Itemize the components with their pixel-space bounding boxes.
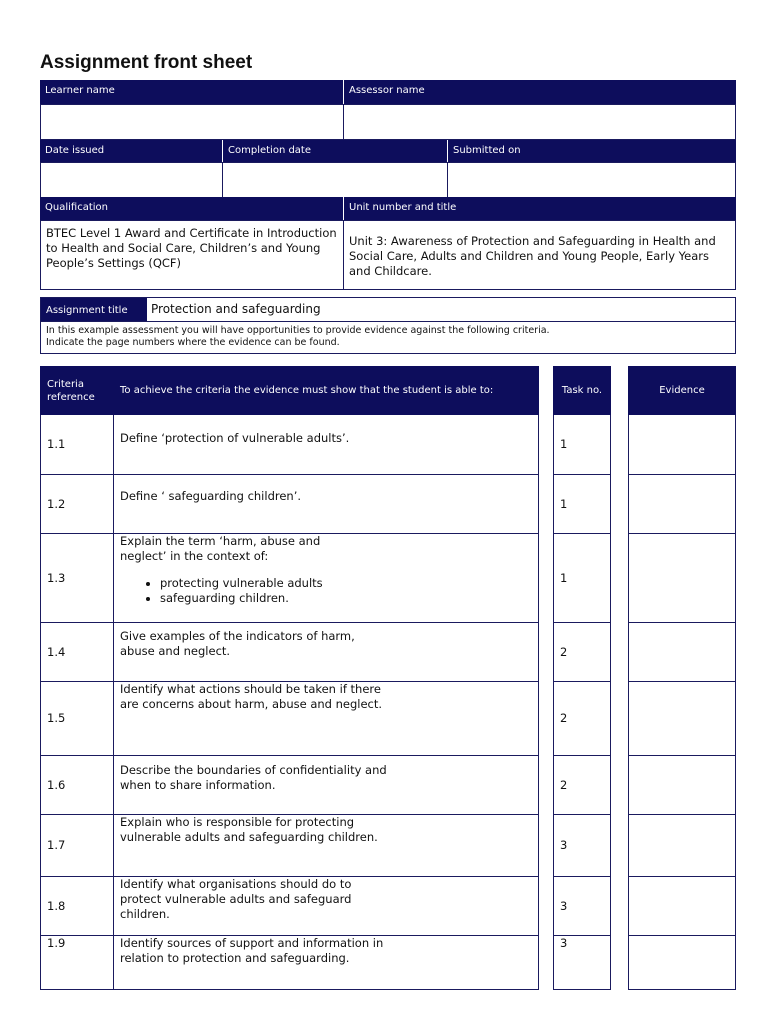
unit-header: Unit number and title bbox=[343, 197, 736, 220]
criteria-desc: Describe the boundaries of confidentiality and when to share information. bbox=[120, 763, 387, 792]
evidence-field[interactable] bbox=[629, 623, 736, 682]
criteria-ref: 1.6 bbox=[41, 756, 114, 815]
criteria-desc: Give examples of the indicators of harm, abuse and neglect. bbox=[120, 629, 355, 658]
completion-date-header: Completion date bbox=[222, 140, 447, 162]
task-no: 2 bbox=[554, 623, 611, 682]
assessor-name-header: Assessor name bbox=[343, 80, 736, 104]
unit-value: Unit 3: Awareness of Protection and Safeguarding in Health and Social Care, Adults and Children and Young People, Early Years and Childcare. bbox=[343, 220, 736, 290]
criteria-desc: Define ‘protection of vulnerable adults’. bbox=[114, 415, 539, 475]
qualification-value: BTEC Level 1 Award and Certificate in Introduction to Health and Social Care, Children’s and Young People’s Settings (QCF) bbox=[40, 220, 344, 290]
submitted-on-field[interactable] bbox=[447, 162, 736, 198]
evidence-field[interactable] bbox=[629, 475, 736, 534]
evidence-field[interactable] bbox=[629, 877, 736, 936]
criteria-table bbox=[40, 366, 539, 990]
table-row bbox=[41, 756, 539, 815]
assessor-name-field[interactable] bbox=[343, 104, 736, 140]
completion-date-field[interactable] bbox=[222, 162, 448, 198]
learner-name-header: Learner name bbox=[40, 80, 343, 104]
table-row bbox=[41, 682, 539, 756]
task-no: 1 bbox=[554, 534, 611, 623]
evidence-field[interactable] bbox=[629, 756, 736, 815]
table-row bbox=[41, 475, 539, 534]
assignment-block bbox=[40, 297, 736, 354]
evidence-field[interactable] bbox=[629, 534, 736, 623]
table-row bbox=[41, 534, 539, 623]
assignment-title-value: Protection and safeguarding bbox=[151, 302, 321, 316]
criteria-ref: 1.5 bbox=[41, 682, 114, 756]
table-row bbox=[41, 815, 539, 877]
task-no: 1 bbox=[554, 475, 611, 534]
criteria-desc: Explain the term ‘harm, abuse and neglect’ in the context of: bbox=[120, 534, 321, 563]
criteria-ref-header: Criteria reference bbox=[41, 367, 114, 415]
date-issued-field[interactable] bbox=[40, 162, 223, 198]
criteria-desc: Explain who is responsible for protecting vulnerable adults and safeguarding children. bbox=[120, 815, 378, 844]
evidence-table bbox=[628, 366, 736, 990]
evidence-header: Evidence bbox=[629, 367, 736, 415]
task-no-header: Task no. bbox=[554, 367, 611, 415]
criteria-desc: Identify what organisations should do to protect vulnerable adults and safeguard children. bbox=[120, 877, 352, 921]
criteria-ref: 1.9 bbox=[41, 936, 114, 990]
list-item: • safeguarding children. bbox=[160, 591, 532, 606]
criteria-ref: 1.2 bbox=[41, 475, 114, 534]
evidence-field[interactable] bbox=[629, 815, 736, 877]
criteria-bullets bbox=[120, 576, 532, 606]
page-title: Assignment front sheet bbox=[40, 52, 253, 73]
task-no: 3 bbox=[554, 936, 611, 990]
criteria-desc: Define ‘ safeguarding children’. bbox=[114, 475, 539, 534]
date-issued-header: Date issued bbox=[40, 140, 222, 162]
criteria-ref: 1.4 bbox=[41, 623, 114, 682]
assignment-title-label: Assignment title bbox=[41, 298, 147, 322]
table-row bbox=[41, 415, 539, 475]
evidence-field[interactable] bbox=[629, 415, 736, 475]
list-item: • protecting vulnerable adults bbox=[160, 576, 532, 591]
task-no: 3 bbox=[554, 877, 611, 936]
task-table bbox=[553, 366, 611, 990]
evidence-field[interactable] bbox=[629, 682, 736, 756]
assignment-note-line2: Indicate the page numbers where the evidence can be found. bbox=[46, 337, 340, 348]
task-no: 3 bbox=[554, 815, 611, 877]
criteria-ref: 1.3 bbox=[41, 534, 114, 623]
criteria-desc: Identify what actions should be taken if there are concerns about harm, abuse and neglect. bbox=[120, 682, 383, 711]
criteria-desc: Identify sources of support and information in relation to protection and safeguarding. bbox=[120, 936, 384, 965]
criteria-ref: 1.1 bbox=[41, 415, 114, 475]
task-no: 1 bbox=[554, 415, 611, 475]
criteria-desc-header: To achieve the criteria the evidence must show that the student is able to: bbox=[114, 367, 539, 415]
table-row bbox=[41, 877, 539, 936]
criteria-ref: 1.8 bbox=[41, 877, 114, 936]
submitted-on-header: Submitted on bbox=[447, 140, 736, 162]
qualification-header: Qualification bbox=[40, 197, 343, 220]
table-row bbox=[41, 936, 539, 990]
table-row bbox=[41, 623, 539, 682]
evidence-field[interactable] bbox=[629, 936, 736, 990]
learner-name-field[interactable] bbox=[40, 104, 344, 140]
criteria-ref: 1.7 bbox=[41, 815, 114, 877]
task-no: 2 bbox=[554, 682, 611, 756]
assignment-note-line1: In this example assessment you will have opportunities to provide evidence against the following criteria. bbox=[46, 325, 550, 336]
task-no: 2 bbox=[554, 756, 611, 815]
